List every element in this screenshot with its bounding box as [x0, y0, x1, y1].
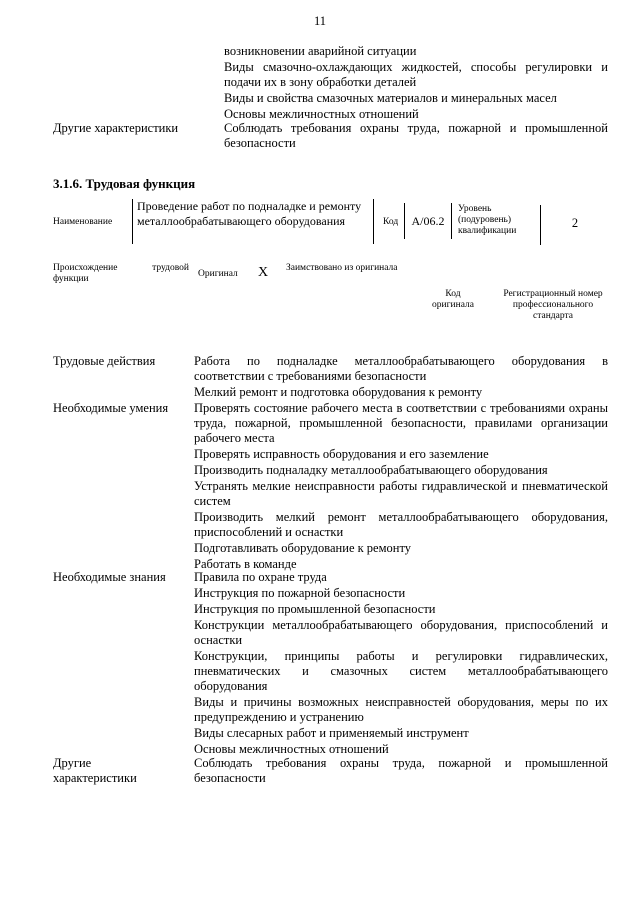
list-item: Инструкция по промышленной безопасности — [194, 602, 436, 616]
list-item: Конструкции металлообрабатывающего оборудования, приспособлений и оснастки — [194, 618, 608, 647]
labor-actions-list — [194, 354, 608, 400]
list-item: Виды смазочно-охлаждающих жидкостей, способы регулировки и подачи их в зону обработки деталей — [224, 60, 608, 89]
divider — [540, 205, 541, 245]
list-item: Виды и причины возможных неисправностей оборудования, меры по их предупреждению и устранению — [194, 695, 608, 724]
list-item: Правила по охране труда — [194, 570, 327, 584]
list-item: Виды и свойства смазочных материалов и минеральных масел — [224, 91, 557, 105]
qualification-level-label: Уровень (подуровень) квалификации — [458, 204, 517, 236]
origin-label: Происхождение трудовой функции — [53, 263, 189, 284]
original-label: Оригинал — [198, 269, 238, 279]
other-characteristics-text: Соблюдать требования охраны труда, пожарной и промышленной безопасности — [224, 121, 608, 150]
other-characteristics-text-2: Соблюдать требования охраны труда, пожарной и промышленной безопасности — [194, 756, 608, 785]
borrowed-label: Заимствовано из оригинала — [286, 263, 398, 273]
original-code-caption: Код оригинала — [432, 289, 474, 310]
required-skills-list — [194, 401, 608, 572]
page-number: 11 — [313, 14, 327, 28]
list-item: Производить подналадку металлообрабатывающего оборудования — [194, 463, 548, 477]
list-item: возникновении аварийной ситуации — [224, 44, 417, 58]
list-item: Производить мелкий ремонт металлообрабатывающего оборудования, приспособлений и оснастки — [194, 510, 608, 539]
list-item: Инструкция по пожарной безопасности — [194, 586, 406, 600]
other-characteristics-label-2: Другие характеристики — [53, 756, 137, 785]
list-item: Устранять мелкие неисправности работы гидравлической и пневматической систем — [194, 479, 608, 508]
list-item: Конструкции, принципы работы и регулировки гидравлических, пневматических и смазочных систем металлообрабатывающего оборудования — [194, 649, 608, 693]
list-item: Проверять состояние рабочего места в соответствии с требованиями охраны труда, пожарной, промышленной безопасности, правилами организации рабочего места — [194, 401, 608, 445]
list-item: Работа по подналадке металлообрабатывающего оборудования в соответствии с требованиями безопасности — [194, 354, 608, 383]
list-item: Проверять исправность оборудования и его заземление — [194, 447, 489, 461]
registration-number-caption: Регистрационный номер профессионального стандарта — [503, 289, 603, 321]
required-knowledge-label: Необходимые знания — [53, 570, 166, 584]
original-checkmark: X — [258, 265, 269, 280]
list-item: Виды слесарных работ и применяемый инструмент — [194, 726, 469, 740]
list-item: Подготавливать оборудование к ремонту — [194, 541, 412, 555]
required-knowledge-list — [194, 570, 608, 757]
list-item: Основы межличностных отношений — [194, 742, 389, 756]
labor-actions-label: Трудовые действия — [53, 354, 156, 368]
continued-knowledge-list — [224, 44, 608, 122]
other-characteristics-label: Другие характеристики — [53, 121, 179, 135]
required-skills-label: Необходимые умения — [53, 401, 169, 415]
qualification-level-value: 2 — [571, 216, 579, 230]
list-item: Мелкий ремонт и подготовка оборудования к ремонту — [194, 385, 483, 399]
list-item: Основы межличностных отношений — [224, 107, 419, 121]
code-label: Код — [383, 217, 399, 227]
function-code: А/06.2 — [404, 203, 452, 239]
list-item: Работать в команде — [194, 557, 297, 571]
function-name: Проведение работ по подналадке и ремонту металлообрабатывающего оборудования — [132, 199, 374, 244]
name-label: Наименование — [53, 217, 113, 227]
section-heading: 3.1.6. Трудовая функция — [53, 176, 196, 191]
